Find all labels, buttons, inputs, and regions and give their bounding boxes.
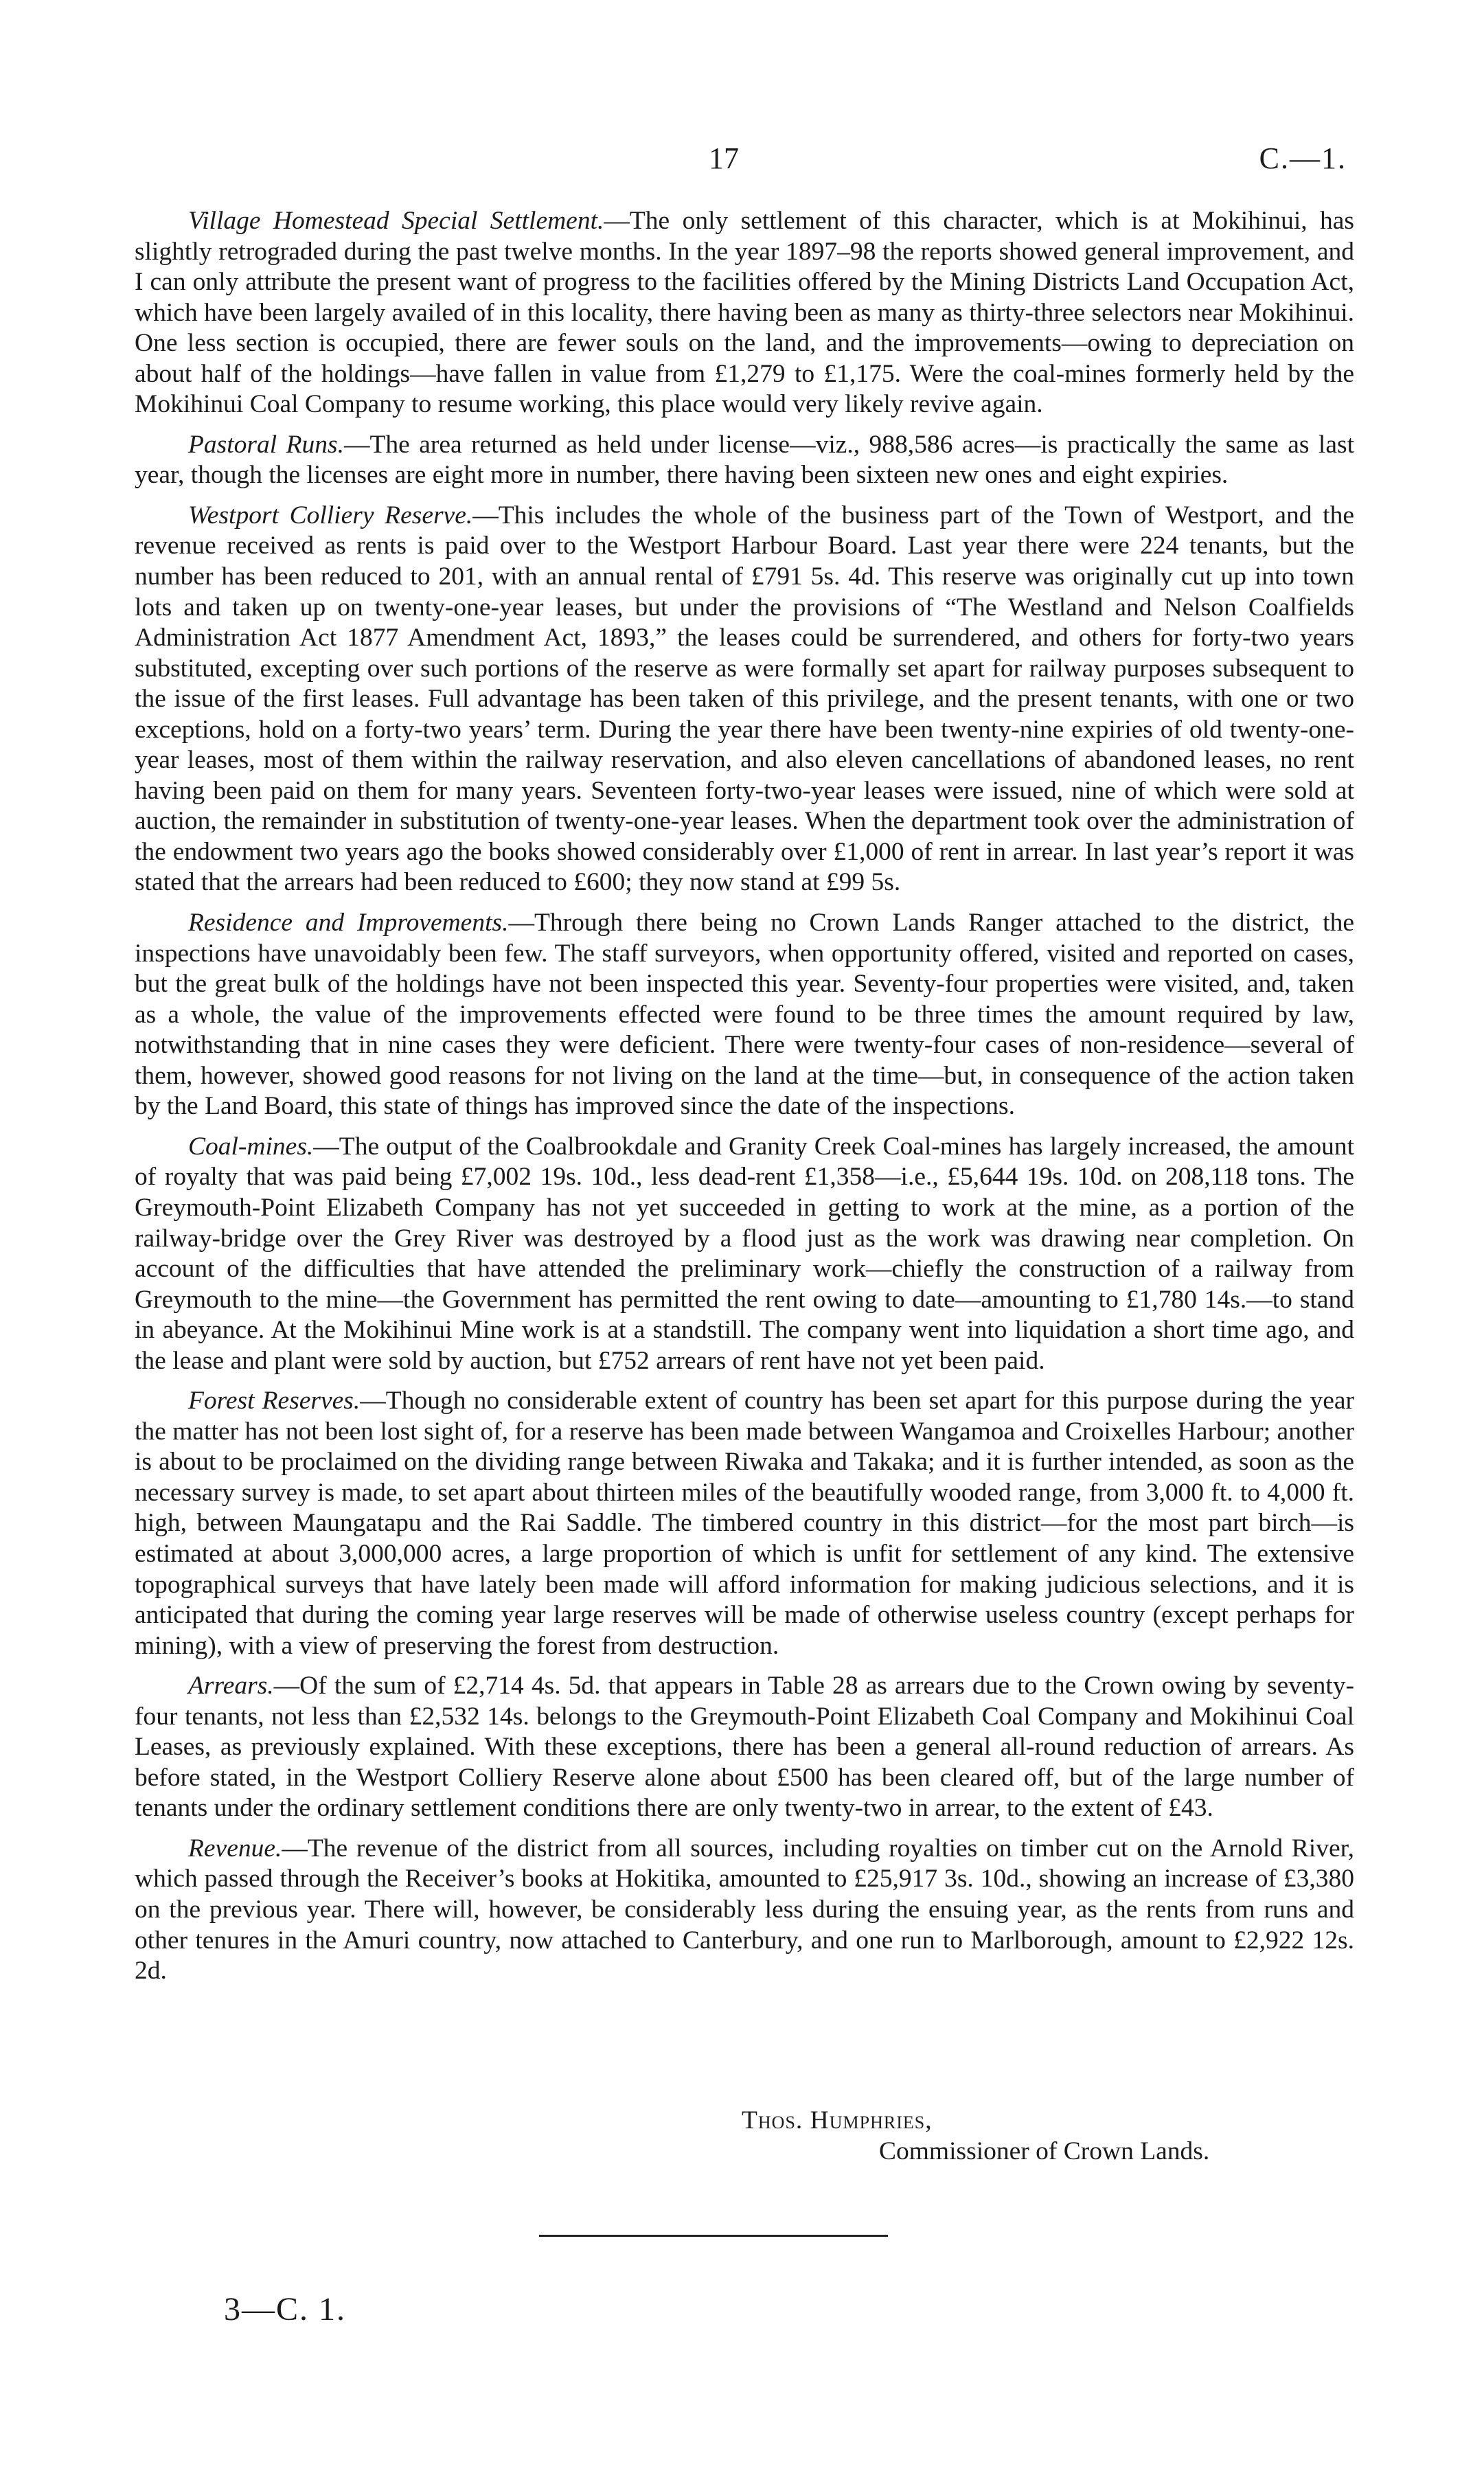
paragraph-residence: [135, 908, 1354, 1122]
paragraph-westport-colliery: [135, 501, 1354, 898]
paragraph-text: —Though no considerable extent of country has been set apart for this purpose during the year the matter has not been lost sight of, for a reserve has been made between Wangamoa and Croixelles Harbour; another is about to be proclaimed on the dividing range between Riwaka and Takaka; and it is further intended, as soon as the necessary survey is made, to set apart about thirteen miles of the beautifully wooded range, from 3,000 ft. to 4,000 ft. high, between Maungatapu and the Rai Saddle. The timbered country in this district—for the most part birch—is estimated at about 3,000,000 acres, a large proportion of which is unfit for settlement of any kind. The extensive topographical surveys that have lately been made will afford information for making judicious selections, and it is anticipated that during the coming year large reserves will be made of otherwise useless country (except perhaps for mining), with a view of preserving the forest from destruction.: [135, 1387, 1354, 1660]
signatory-name: Thos. Humphries,: [742, 2106, 933, 2134]
paragraph-heading: Residence and Improvements.: [188, 909, 509, 937]
paragraph-heading: Pastoral Runs.: [188, 430, 344, 459]
paragraph-heading: Village Homestead Special Settlement.: [188, 207, 604, 235]
paragraph-text: —The revenue of the district from all sources, including royalties on timber cut on the Arnold River, which passed through the Receiver’s books at Hokitika, amounted to £25,917 3s. 10d., showing an increase of £3,380 on the previous year. There will, however, be considerably less during the ensuing year, as the rents from runs and other tenures in the Amuri country, now attached to Canterbury, and one run to Marlborough, amount to £2,922 12s. 2d.: [135, 1834, 1354, 1985]
paragraph-revenue: [135, 1834, 1354, 1987]
paragraph-heading: Coal-mines.: [188, 1132, 314, 1161]
paragraph-heading: Forest Reserves.: [188, 1387, 361, 1415]
signature-code: 3—C. 1.: [224, 2291, 347, 2327]
paper-code: C.—1.: [1259, 141, 1347, 175]
divider-rule: [539, 2235, 888, 2237]
paragraph-text: —Through there being no Crown Lands Ranger attached to the district, the inspections have unavoidably been few. The staff surveyors, when opportunity offered, visited and reported on cases, but the great bulk of the holdings have not been inspected this year. Seventy-four properties were visited, and, taken as a whole, the value of the improvements effected were found to be three times the amount required by law, notwithstanding that in nine cases they were deficient. There were twenty-four cases of non-residence—several of them, however, showed good reasons for not living on the land at the time—but, in consequence of the action taken by the Land Board, this state of things has improved since the date of the inspections.: [135, 909, 1354, 1121]
report-body: [135, 206, 1354, 1996]
paragraph-village-homestead: [135, 206, 1354, 420]
paragraph-arrears: [135, 1671, 1354, 1824]
paragraph-text: —The only settlement of this character, which is at Mokihinui, has slightly retrograded during the past twelve months. In the year 1897–98 the reports showed general improvement, and I can only attribute the present want of progress to the facilities offered by the Mining Districts Land Occupation Act, which have been largely availed of in this locality, there having been as many as thirty-three selectors near Mokihinui. One less section is occupied, there are fewer souls on the land, and the improvements—owing to depreciation on about half of the holdings—have fallen in value from £1,279 to £1,175. Were the coal-mines formerly held by the Mokihinui Coal Company to resume working, this place would very likely revive again.: [135, 207, 1354, 419]
paragraph-heading: Westport Colliery Reserve.: [188, 501, 473, 530]
paragraph-forest-reserves: [135, 1386, 1354, 1661]
page-header: [0, 141, 1484, 182]
paragraph-text: —The output of the Coalbrookdale and Granity Creek Coal-mines has largely increased, the amount of royalty that was paid being £7,002 19s. 10d., less dead-rent £1,358—i.e., £5,644 19s. 10d. on 208,118 tons. The Greymouth-Point Elizabeth Company has not yet succeeded in getting to work at the mine, as a portion of the railway-bridge over the Grey River was destroyed by a flood just as the work was drawing near completion. On account of the difficulties that have attended the preliminary work—chiefly the construction of a railway from Greymouth to the mine—the Government has permitted the rent owing to date—amounting to £1,780 14s.—to stand in abeyance. At the Mokihinui Mine work is at a standstill. The company went into liquidation a short time ago, and the lease and plant were sold by auction, but £752 arrears of rent have not yet been paid.: [135, 1132, 1354, 1375]
paragraph-text: —The area returned as held under license—viz., 988,586 acres—is practically the same as last year, though the licenses are eight more in number, there having been sixteen new ones and eight expiries.: [135, 430, 1354, 490]
signature-block: [742, 2105, 1209, 2167]
paragraph-heading: Revenue.: [188, 1834, 282, 1863]
signatory-title: Commissioner of Crown Lands.: [879, 2137, 1210, 2165]
paragraph-pastoral-runs: [135, 430, 1354, 491]
paragraph-text: —Of the sum of £2,714 4s. 5d. that appears in Table 28 as arrears due to the Crown owing by seventy-four tenants, not less than £2,532 14s. belongs to the Greymouth-Point Elizabeth Coal Company and Mokihinui Coal Leases, as previously explained. With these exceptions, there has been a general all-round reduction of arrears. As before stated, in the Westport Colliery Reserve alone about £500 has been cleared off, but of the large number of tenants under the ordinary settlement conditions there are only twenty-two in arrear, to the extent of £43.: [135, 1672, 1354, 1823]
paragraph-text: —This includes the whole of the business part of the Town of Westport, and the revenue received as rents is paid over to the Westport Harbour Board. Last year there were 224 tenants, but the number has been reduced to 201, with an annual rental of £791 5s. 4d. This reserve was originally cut up into town lots and taken up on twenty-one-year leases, but under the provisions of “The Westland and Nelson Coalfields Administration Act 1877 Amendment Act, 1893,” the leases could be surrendered, and others for forty-two years substituted, excepting over such portions of the reserve as were formally set apart for railway purposes subsequent to the issue of the first leases. Full advantage has been taken of this privilege, and the present tenants, with one or two exceptions, hold on a forty-two years’ term. During the year there have been twenty-nine expiries of old twenty-one-year leases, most of them within the railway reservation, and also eleven cancellations of abandoned leases, no rent having been paid on them for many years. Seventeen forty-two-year leases were issued, nine of which were sold at auction, the remainder in substitution of twenty-one-year leases. When the department took over the administration of the endowment two years ago the books showed considerably over £1,000 of rent in arrear. In last year’s report it was stated that the arrears had been reduced to £600; they now stand at £99 5s.: [135, 501, 1354, 897]
page-number: 17: [709, 141, 739, 175]
paragraph-heading: Arrears.: [188, 1672, 274, 1700]
paragraph-coal-mines: [135, 1132, 1354, 1376]
